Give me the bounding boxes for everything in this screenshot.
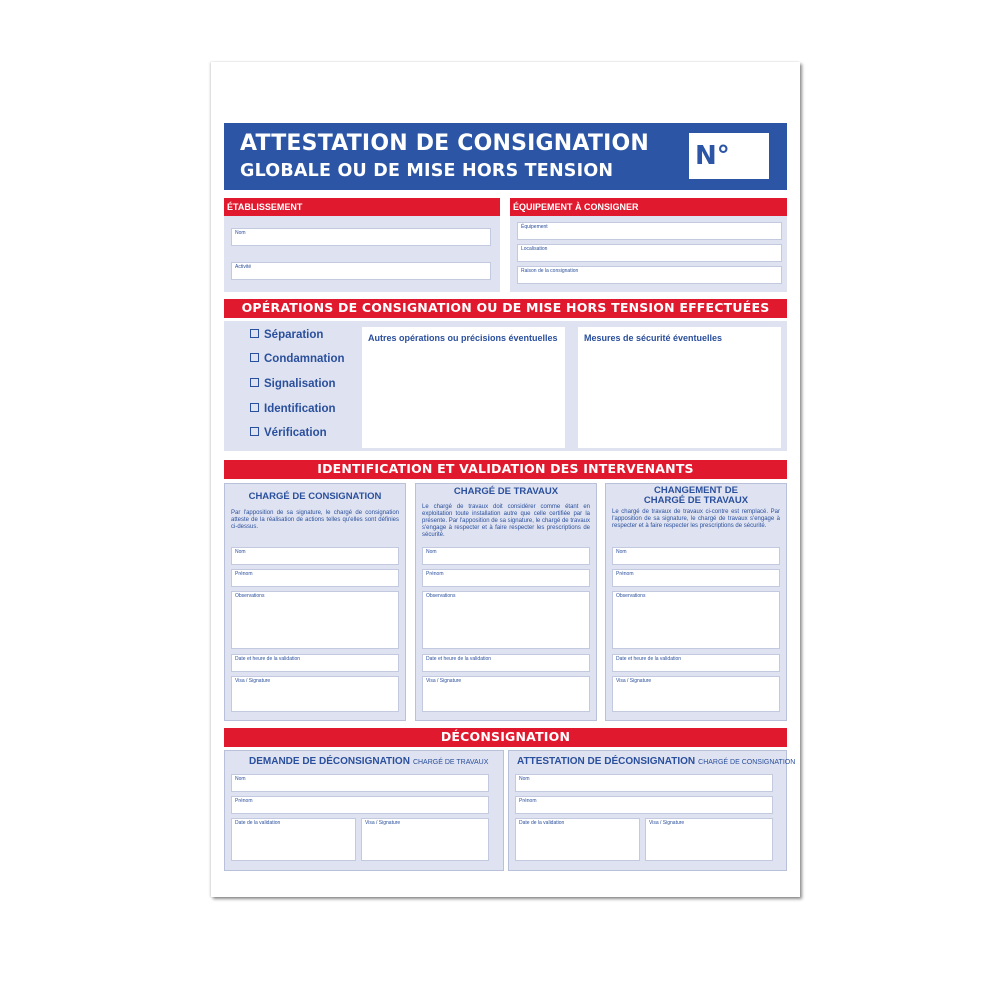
- demande-title: [249, 756, 488, 767]
- equipement-field[interactable]: [517, 222, 782, 240]
- field-label: Nom: [519, 776, 530, 782]
- prenom-field[interactable]: [612, 569, 780, 587]
- title-text: DEMANDE DE DÉCONSIGNATION: [249, 756, 410, 767]
- column-title: CHARGÉ DE CONSIGNATION: [248, 491, 382, 502]
- form-title-line1: ATTESTATION DE CONSIGNATION: [240, 131, 650, 156]
- visa-signature-field[interactable]: [361, 818, 489, 861]
- date-validation-field[interactable]: [515, 818, 640, 861]
- field-label: Visa / Signature: [616, 678, 652, 684]
- field-label: Visa / Signature: [365, 820, 401, 826]
- charge-consignation-panel: [224, 483, 406, 721]
- etablissement-panel: [224, 216, 500, 292]
- checkbox-icon: [250, 378, 259, 387]
- prenom-field[interactable]: [422, 569, 590, 587]
- checkbox-signalisation[interactable]: [250, 378, 336, 390]
- date-validation-field[interactable]: [612, 654, 780, 672]
- field-label: Visa / Signature: [235, 678, 271, 684]
- field-label: Prénom: [235, 798, 253, 804]
- box-label: Autres opérations ou précisions éventuelles: [368, 333, 558, 343]
- autres-operations-box[interactable]: [362, 327, 565, 448]
- field-label: Visa / Signature: [426, 678, 462, 684]
- field-label: Activité: [235, 264, 252, 270]
- check-label: Identification: [264, 403, 336, 415]
- field-label: Localisation: [521, 246, 548, 252]
- checkbox-condamnation[interactable]: [250, 353, 345, 365]
- nom-field[interactable]: [422, 547, 590, 565]
- prenom-field[interactable]: [231, 569, 399, 587]
- date-validation-field[interactable]: [422, 654, 590, 672]
- number-field[interactable]: [689, 133, 769, 179]
- checkbox-separation[interactable]: [250, 329, 323, 341]
- title-sub: CHARGÉ DE CONSIGNATION: [698, 759, 796, 766]
- visa-signature-field[interactable]: [422, 676, 590, 712]
- attestation-deconsignation-panel: [508, 750, 796, 871]
- equipement-header: ÉQUIPEMENT À CONSIGNER: [510, 198, 787, 216]
- intervenants-header: IDENTIFICATION ET VALIDATION DES INTERVENANTS: [224, 460, 787, 479]
- field-label: Date et heure de la validation: [235, 656, 301, 662]
- check-label: Séparation: [264, 329, 324, 341]
- title-text: ATTESTATION DE DÉCONSIGNATION: [517, 756, 696, 767]
- form-sheet: [211, 62, 800, 897]
- field-label: Date de la validation: [235, 820, 281, 826]
- etablissement-header: ÉTABLISSEMENT: [224, 198, 500, 216]
- form-title-line2: GLOBALE OU DE MISE HORS TENSION: [240, 161, 614, 181]
- field-label: Observations: [235, 593, 265, 599]
- field-label: Observations: [616, 593, 646, 599]
- field-label: Date et heure de la validation: [616, 656, 682, 662]
- observations-field[interactable]: [231, 591, 399, 649]
- etablissement-activite-field[interactable]: [231, 262, 491, 280]
- column-text: Le chargé de travaux de travaux ci-contre est remplacé. Par l'apposition de sa signature, le chargé de travaux s'engage à respecter et à faire respecter les prescriptions de sécurité.: [612, 509, 780, 529]
- column-title-line1: CHANGEMENT DE: [654, 485, 738, 496]
- check-label: Signalisation: [264, 378, 336, 390]
- field-label: Nom: [616, 549, 627, 555]
- visa-signature-field[interactable]: [645, 818, 773, 861]
- nom-field[interactable]: [231, 774, 489, 792]
- etablissement-nom-field[interactable]: [231, 228, 491, 246]
- box-label: Mesures de sécurité éventuelles: [584, 333, 723, 343]
- observations-field[interactable]: [612, 591, 780, 649]
- checkbox-identification[interactable]: [250, 403, 336, 415]
- checkbox-icon: [250, 353, 259, 362]
- checkbox-icon: [250, 403, 259, 412]
- demande-deconsignation-panel: [224, 750, 504, 871]
- form-header: [224, 123, 787, 190]
- deconsignation-header: DÉCONSIGNATION: [224, 728, 787, 747]
- title-sub: CHARGÉ DE TRAVAUX: [412, 759, 489, 766]
- column-text: Le chargé de travaux doit considérer comme étant en exploitation toute installation autre que celle certifiée par la présente. Par l'apposition de sa signature, le chargé de travaux s'engage à respecter et à faire respecter les prescriptions de sécurité.: [422, 504, 590, 538]
- checkbox-icon: [250, 427, 259, 436]
- field-label: Équipement: [521, 224, 548, 230]
- operations-header: OPÉRATIONS DE CONSIGNATION OU DE MISE HORS TENSION EFFECTUÉES: [224, 299, 787, 318]
- prenom-field[interactable]: [231, 796, 489, 814]
- field-label: Date de la validation: [519, 820, 565, 826]
- operations-panel: [224, 321, 787, 451]
- observations-field[interactable]: [422, 591, 590, 649]
- check-label: Vérification: [264, 427, 327, 439]
- column-title: CHARGÉ DE TRAVAUX: [453, 486, 559, 497]
- mesures-securite-box[interactable]: [578, 327, 781, 448]
- number-label: N°: [695, 141, 730, 171]
- equipement-panel: [510, 216, 787, 292]
- date-validation-field[interactable]: [231, 654, 399, 672]
- raison-field[interactable]: [517, 266, 782, 284]
- field-label: Visa / Signature: [649, 820, 685, 826]
- field-label: Nom: [426, 549, 437, 555]
- nom-field[interactable]: [515, 774, 773, 792]
- field-label: Prénom: [616, 571, 634, 577]
- prenom-field[interactable]: [515, 796, 773, 814]
- field-label: Nom: [235, 549, 246, 555]
- field-label: Prénom: [426, 571, 444, 577]
- nom-field[interactable]: [231, 547, 399, 565]
- field-label: Date et heure de la validation: [426, 656, 492, 662]
- field-label: Nom: [235, 776, 246, 782]
- date-validation-field[interactable]: [231, 818, 356, 861]
- checkbox-verification[interactable]: [250, 427, 327, 439]
- field-label: Raison de la consignation: [521, 268, 579, 274]
- nom-field[interactable]: [612, 547, 780, 565]
- changement-charge-travaux-panel: [605, 483, 787, 721]
- charge-travaux-panel: [415, 483, 597, 721]
- visa-signature-field[interactable]: [612, 676, 780, 712]
- field-label: Prénom: [235, 571, 253, 577]
- field-label: Observations: [426, 593, 456, 599]
- column-title-line2: CHARGÉ DE TRAVAUX: [643, 495, 749, 506]
- localisation-field[interactable]: [517, 244, 782, 262]
- attestation-title: [517, 756, 795, 767]
- field-label: Nom: [235, 230, 246, 236]
- field-label: Prénom: [519, 798, 537, 804]
- checkbox-icon: [250, 329, 259, 338]
- check-label: Condamnation: [264, 353, 345, 365]
- column-text: Par l'apposition de sa signature, le chargé de consignation atteste de la réalisation de actions telles qu'elles sont définies ci-dessus.: [231, 510, 399, 530]
- visa-signature-field[interactable]: [231, 676, 399, 712]
